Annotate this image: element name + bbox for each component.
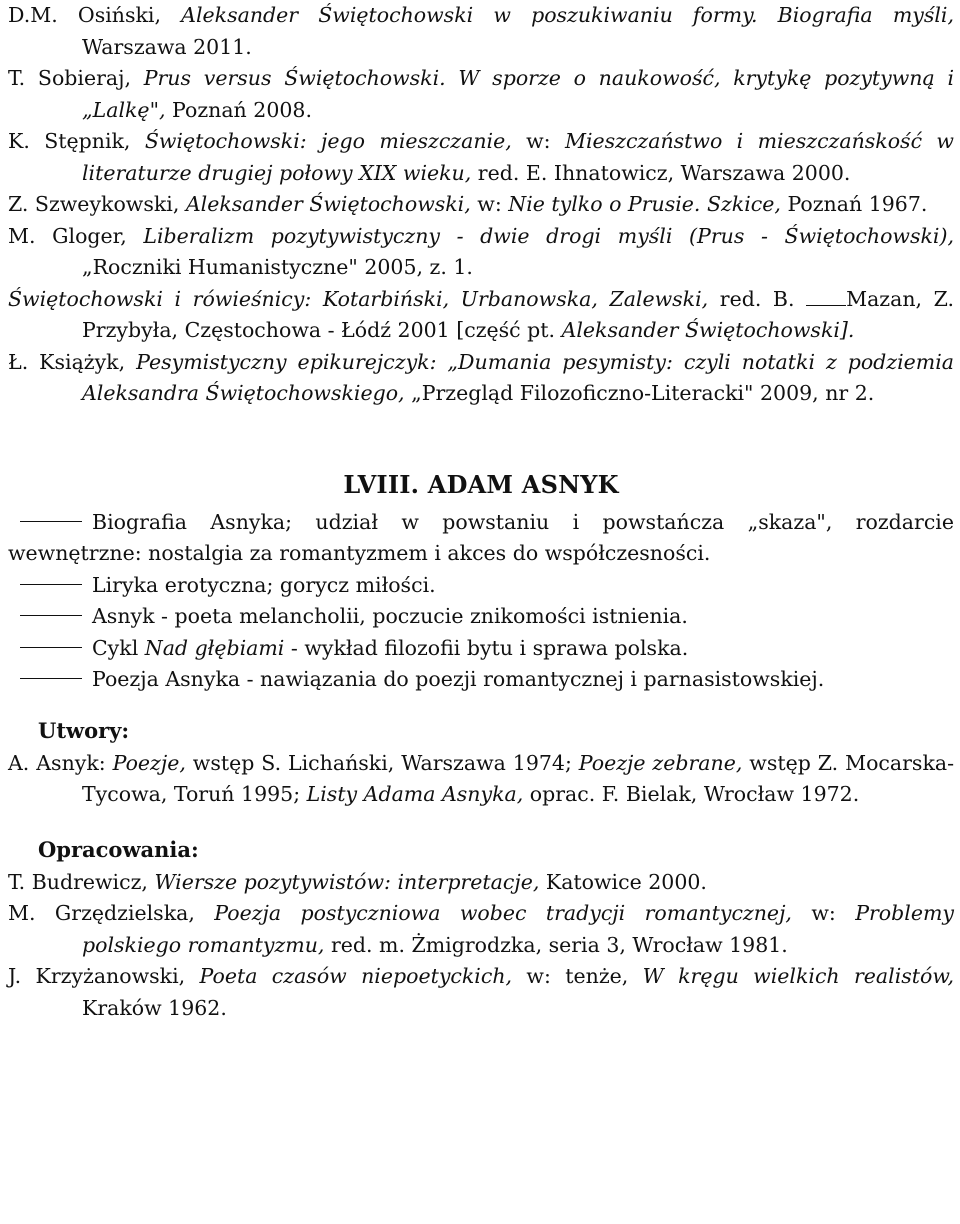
- italic-title: Poeta czasów niepoetyckich,: [199, 964, 513, 988]
- topic-item: [8, 664, 954, 696]
- italic-title: Listy Adama Asnyka,: [306, 782, 524, 806]
- em-dash-marker: [20, 521, 82, 522]
- text-segment: Kraków 1962.: [82, 995, 227, 1020]
- bibliography-entry: [8, 221, 954, 284]
- blank-underline: [806, 287, 846, 306]
- italic-title: Świętochowski: jego mieszczanie,: [144, 129, 512, 153]
- italic-title: Aleksander Świętochowski w poszukiwaniu formy. Biografia myśli,: [181, 3, 954, 27]
- study-entry: [8, 867, 954, 899]
- bibliography-list-top: [8, 0, 954, 410]
- works-entry: [8, 748, 954, 811]
- text-segment: Z. Szweykowski,: [8, 192, 186, 216]
- italic-title: Aleksander Świętochowski,: [185, 192, 471, 216]
- bibliography-entry: [8, 284, 954, 347]
- italic-title: Poezje,: [112, 750, 186, 775]
- text-segment: D.M. Osiński,: [8, 3, 182, 27]
- bibliography-entry: [8, 189, 954, 221]
- text-segment: w:: [511, 129, 565, 153]
- italic-title: Nad głębiami: [144, 635, 285, 660]
- italic-title: W kręgu wielkich realistów,: [642, 964, 954, 988]
- text-segment: Cykl: [92, 635, 145, 660]
- study-entry: [8, 961, 954, 1024]
- text-segment: Poznań 2008.: [165, 97, 312, 122]
- italic-title: Mieszczaństwo i mieszczańskość w literaturze drugiej połowy XIX wieku,: [82, 129, 954, 185]
- works-list: [8, 748, 954, 811]
- text-segment: Poznań 1967.: [780, 192, 928, 216]
- em-dash-marker: [20, 678, 82, 679]
- text-segment: Liryka erotyczna; gorycz miłości.: [92, 572, 436, 597]
- italic-title: Nie tylko o Prusie. Szkice,: [508, 192, 781, 216]
- topic-item: [8, 570, 954, 602]
- bibliography-entry: [8, 63, 954, 126]
- text-segment: M. Gloger,: [8, 223, 144, 248]
- text-segment: „Roczniki Humanistyczne" 2005, z. 1.: [82, 255, 473, 279]
- text-segment: w:: [470, 192, 509, 216]
- italic-title: Problemy polskiego romantyzmu,: [82, 901, 954, 957]
- topic-item: [8, 507, 954, 570]
- topic-item: [8, 633, 954, 665]
- studies-heading: Opracowania:: [38, 836, 199, 862]
- italic-title: Świętochowski i rówieśnicy: Kotarbiński, Urbanowska, Zalewski,: [8, 286, 709, 311]
- text-segment: red. m. Żmigrodzka, seria 3, Wrocław 1981.: [324, 932, 788, 957]
- text-segment: A. Asnyk:: [8, 750, 113, 775]
- study-entry: [8, 898, 954, 961]
- text-segment: M. Grzędzielska,: [8, 901, 215, 925]
- italic-title: Prus versus Świętochowski. W sporze o naukowość, krytykę pozytywną i „Lalkę",: [82, 66, 955, 122]
- em-dash-marker: [20, 647, 82, 648]
- text-segment: red. E. Ihnatowicz, Warszawa 2000.: [471, 160, 851, 185]
- text-segment: J. Krzyżanowski,: [8, 964, 200, 988]
- em-dash-marker: [20, 584, 82, 585]
- studies-list: [8, 867, 954, 1025]
- bibliography-entry: [8, 126, 954, 189]
- text-segment: wstęp S. Lichański, Warszawa 1974;: [185, 750, 579, 775]
- italic-title: Poezje zebrane,: [578, 750, 743, 775]
- text-segment: w: tenże,: [512, 964, 643, 988]
- section-heading: LVIII. ADAM ASNYK: [343, 469, 619, 499]
- text-segment: Biografia Asnyka; udział w powstaniu i powstańcza „skaza", rozdarcie wewnętrzne: nostalgia za romantyzmem i akces do współczesności.: [8, 509, 954, 565]
- text-segment: Poezja Asnyka - nawiązania do poezji romantycznej i parnasistowskiej.: [92, 667, 825, 691]
- bibliography-entry: [8, 0, 954, 63]
- text-segment: T. Sobieraj,: [8, 66, 144, 90]
- em-dash-marker: [20, 615, 82, 616]
- text-segment: Warszawa 2011.: [82, 34, 252, 59]
- text-segment: - wykład filozofii bytu i sprawa polska.: [284, 635, 689, 660]
- text-segment: K. Stępnik,: [8, 129, 145, 153]
- text-segment: Katowice 2000.: [539, 869, 707, 894]
- text-segment: w:: [791, 901, 856, 925]
- text-segment: oprac. F. Bielak, Wrocław 1972.: [523, 782, 860, 806]
- italic-title: Aleksander Świętochowski].: [561, 318, 855, 342]
- text-segment: Mazan, Z. Przybyła, Częstochowa - Łódź 2001 [część pt.: [82, 286, 955, 342]
- bibliography-entry: [8, 347, 954, 410]
- text-segment: Ł. Książyk,: [8, 349, 137, 374]
- text-segment: Asnyk - poeta melancholii, poczucie znikomości istnienia.: [92, 604, 688, 628]
- document-page: [8, 0, 954, 1024]
- italic-title: Liberalizm pozytywistyczny - dwie drogi myśli (Prus - Świętochowski),: [143, 223, 954, 248]
- text-segment: T. Budrewicz,: [8, 869, 155, 894]
- italic-title: Wiersze pozytywistów: interpretacje,: [154, 869, 540, 894]
- topics-list: [8, 507, 954, 696]
- works-heading: Utwory:: [38, 717, 130, 743]
- italic-title: Poezja postyczniowa wobec tradycji romantycznej,: [214, 901, 792, 925]
- italic-title: Pesymistyczny epikurejczyk: „Dumania pesymisty: czyli notatki z podziemia Aleksandra Świętochowskiego,: [82, 349, 955, 405]
- text-segment: red. B.: [708, 286, 807, 311]
- text-segment: wstęp Z. Mocarska-Tycowa, Toruń 1995;: [82, 750, 955, 806]
- topic-item: [8, 601, 954, 633]
- text-segment: „Przegląd Filozoficzno-Literacki" 2009, nr 2.: [404, 381, 875, 405]
